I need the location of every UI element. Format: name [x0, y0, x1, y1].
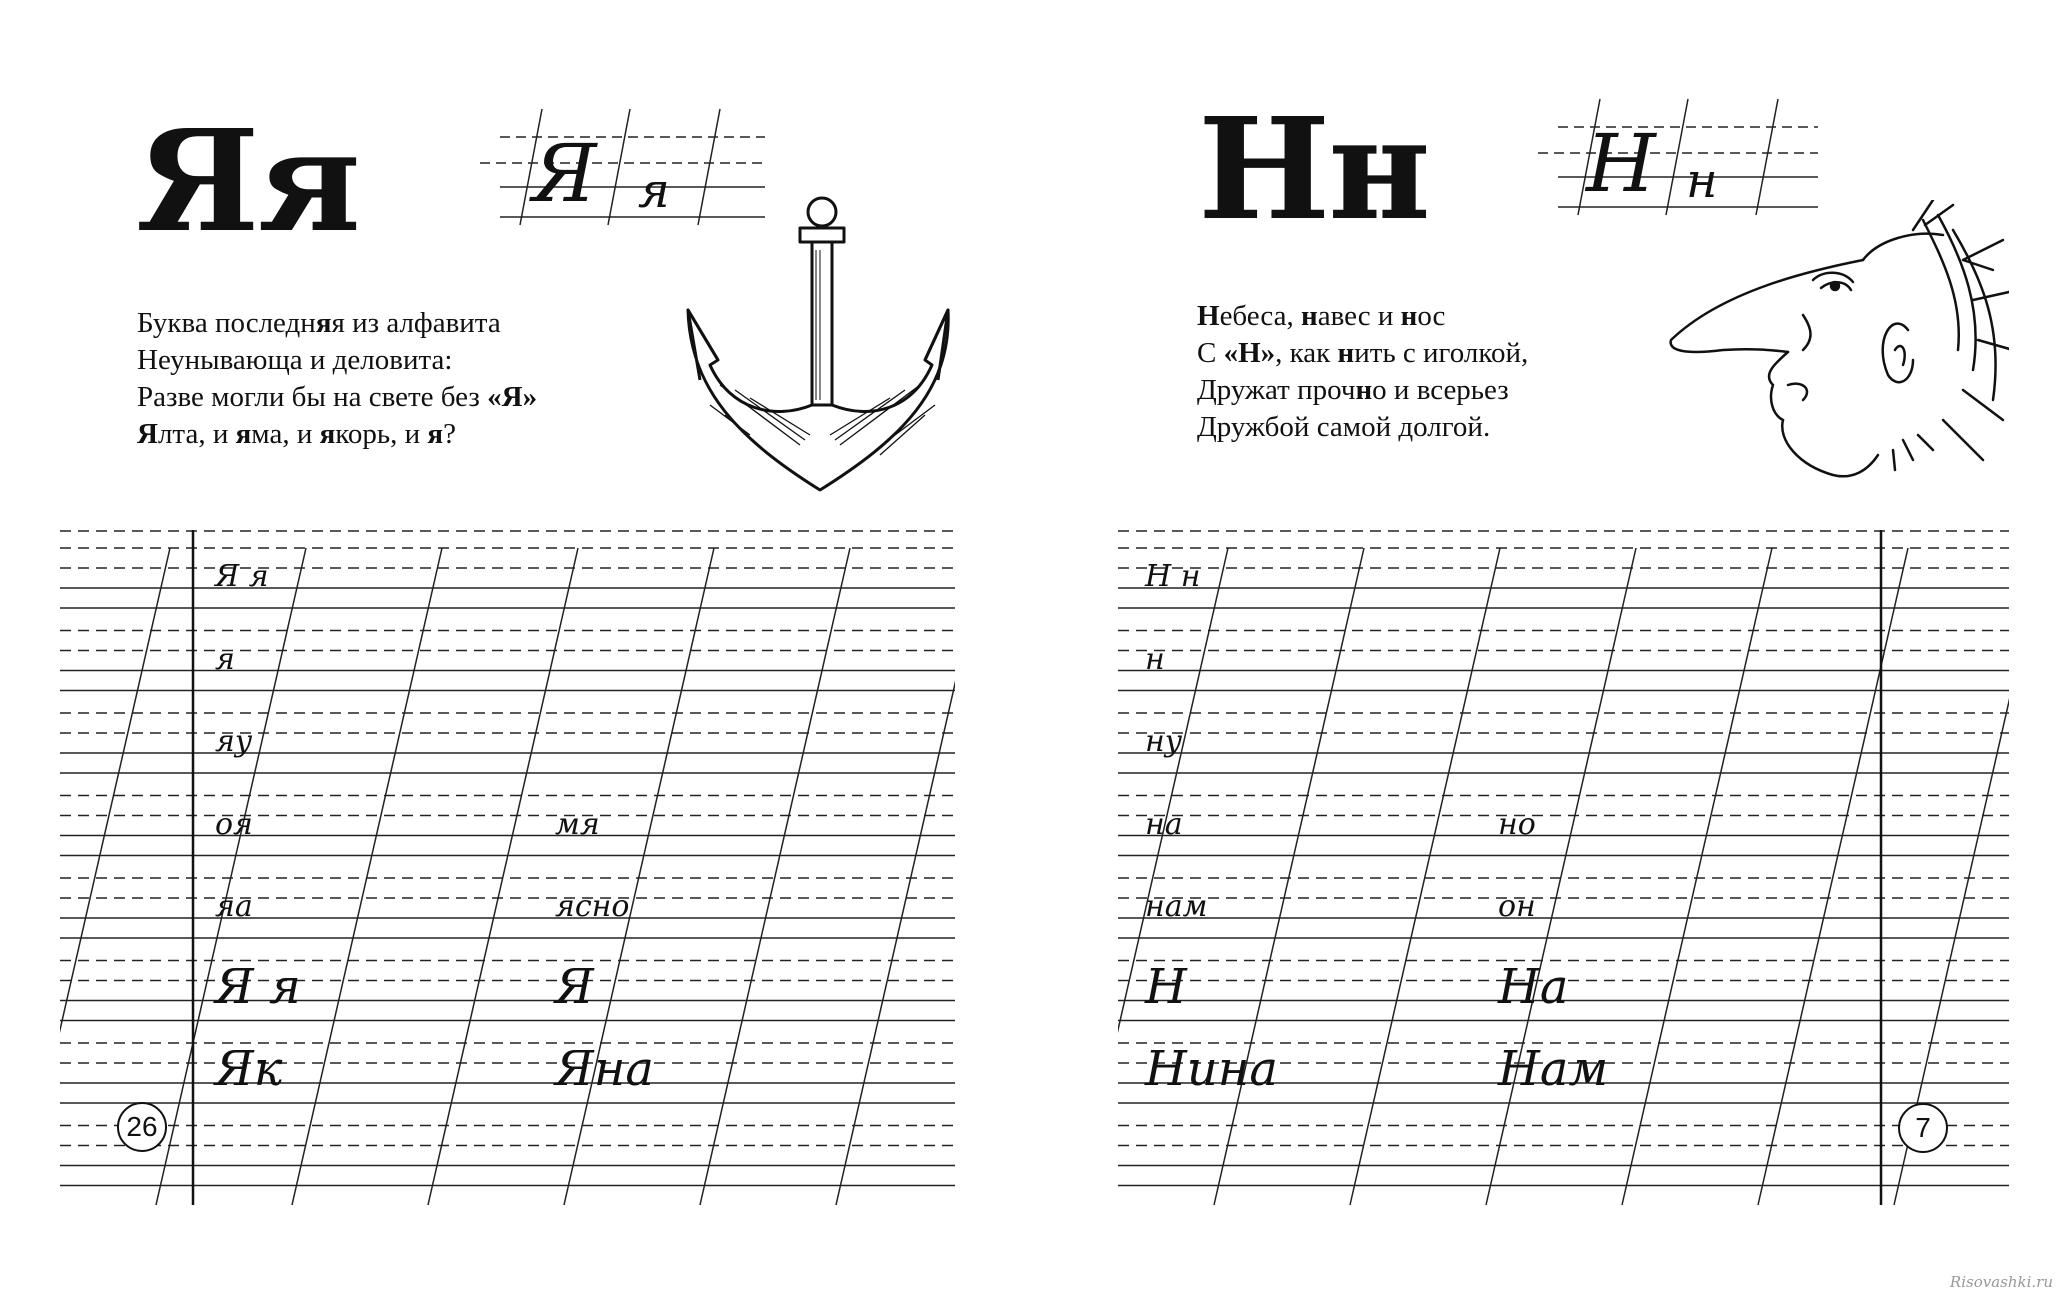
handwriting-word: нам: [1145, 889, 1208, 924]
big-letter-n: Нн: [1198, 88, 1429, 252]
poem-segment: корь, и: [335, 418, 428, 450]
poem-segment: Разве могли бы на свете без: [137, 381, 488, 413]
poem-segment: я: [427, 418, 444, 450]
poem-segment: ебеса,: [1219, 300, 1301, 332]
poem-segment: ос: [1417, 300, 1446, 332]
handwriting-word: Н н: [1145, 559, 1201, 594]
poem-segment: авес и: [1317, 300, 1401, 332]
handwriting-word: я: [215, 641, 235, 677]
handwriting-word: Я я: [215, 958, 301, 1015]
poem-segment: я из алфавита: [331, 307, 501, 339]
poem-segment: «Я»: [487, 381, 538, 413]
handwriting-word: Я я: [215, 559, 269, 594]
poem-segment: ма, и: [251, 418, 320, 450]
script-upper-ya: Я: [532, 127, 597, 220]
page-number-left: 26: [117, 1102, 167, 1152]
handwriting-word: мя: [555, 806, 600, 842]
poem-segment: Я: [137, 418, 158, 450]
handwriting-word: Як: [215, 1041, 283, 1097]
poem-segment: , как: [1275, 337, 1338, 369]
handwriting-word: Яна: [555, 1041, 654, 1097]
poem-segment: лта, и: [157, 418, 236, 450]
watermark: Risovashki.ru: [1949, 1273, 2053, 1291]
poem-segment: Дружбой самой долгой.: [1197, 411, 1491, 443]
handwriting-word: ясно: [555, 889, 630, 924]
handwriting-word: оя: [215, 806, 253, 842]
poem-segment: н: [1337, 337, 1355, 369]
page-right: [1033, 0, 2067, 1299]
handwriting-word: На: [1498, 958, 1569, 1015]
poem-segment: «Н»: [1223, 337, 1276, 369]
poem-segment: я: [319, 418, 336, 450]
handwriting-word: Я: [555, 958, 594, 1015]
poem-segment: я: [235, 418, 252, 450]
poem-segment: я: [315, 307, 332, 339]
poem-segment: н: [1301, 300, 1318, 332]
handwriting-word: он: [1498, 889, 1536, 924]
page-number-right: 7: [1898, 1103, 1948, 1153]
handwriting-word: Нам: [1498, 1041, 1609, 1097]
handwriting-word: ну: [1145, 724, 1183, 759]
poem-segment: о и всерьез: [1372, 374, 1509, 406]
handwriting-word: яа: [215, 889, 253, 924]
poem-segment: ?: [443, 418, 456, 450]
poem-segment: ить с иголкой,: [1354, 337, 1529, 369]
script-upper-n: Н: [1586, 117, 1656, 210]
poem-segment: Буква последн: [137, 307, 316, 339]
poem-segment: Неунывающа и деловита:: [137, 344, 453, 376]
handwriting-word: н: [1145, 641, 1165, 677]
poem-segment: Дружат проч: [1197, 374, 1356, 406]
page-left: [0, 0, 1033, 1299]
poem-segment: н: [1355, 374, 1373, 406]
poem-segment: н: [1400, 300, 1418, 332]
big-letter-ya: Яя: [136, 100, 359, 264]
script-lower-ya: я: [638, 163, 670, 219]
handwriting-word: Нина: [1145, 1041, 1279, 1097]
handwriting-word: яу: [215, 724, 253, 759]
ruled-lines-left: [0, 0, 1033, 1299]
poem-segment: С: [1197, 337, 1224, 369]
script-lower-n: н: [1686, 153, 1718, 209]
handwriting-word: Н: [1145, 958, 1187, 1015]
handwriting-word: на: [1145, 806, 1183, 842]
handwriting-word: но: [1498, 806, 1536, 842]
poem-segment: Н: [1197, 300, 1220, 332]
